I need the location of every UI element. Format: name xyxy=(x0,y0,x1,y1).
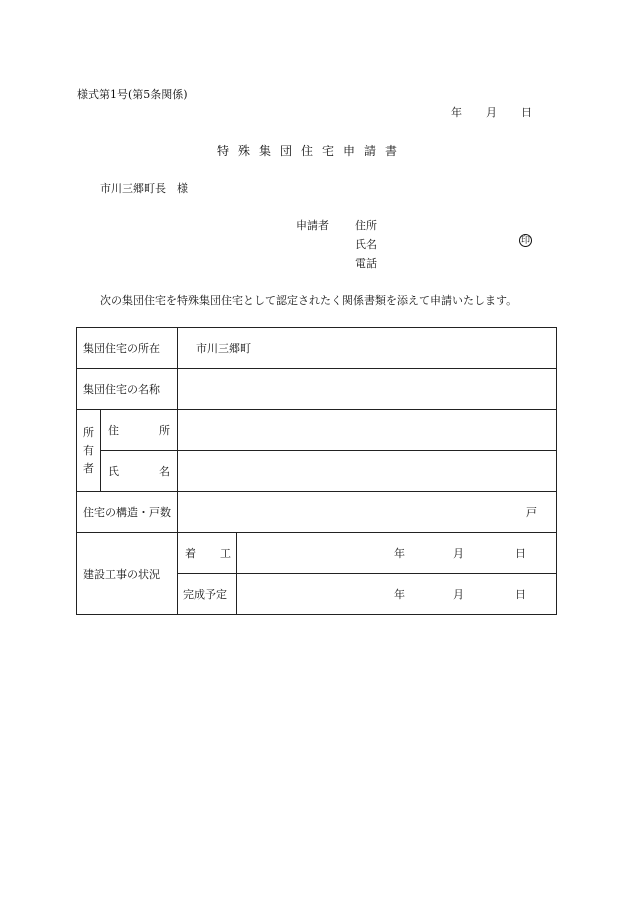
year-label: 年 xyxy=(394,547,405,560)
construction-label: 建設工事の状況 xyxy=(77,533,178,615)
date-day-label: 日 xyxy=(521,106,532,119)
addressee: 市川三郷町長 様 xyxy=(100,182,188,195)
table-row-owner-address xyxy=(77,410,557,451)
application-table xyxy=(76,327,557,615)
table-row-structure xyxy=(77,492,557,533)
owner-address-value[interactable] xyxy=(178,410,557,451)
table-row-owner-name xyxy=(77,451,557,492)
structure-value[interactable] xyxy=(178,492,557,533)
owner-address-label: 住 所 xyxy=(101,410,178,451)
construction-start-date[interactable] xyxy=(237,533,557,574)
form-number: 様式第1号(第5条関係) xyxy=(77,88,188,101)
applicant-address-label: 住所 xyxy=(355,219,377,232)
applicant-name-label: 氏名 xyxy=(355,238,377,251)
applicant-phone-label: 電話 xyxy=(355,257,377,270)
month-label: 月 xyxy=(453,547,464,560)
owner-label xyxy=(77,410,101,492)
owner-label-char: 所 xyxy=(83,425,94,439)
completion-date[interactable] xyxy=(237,574,557,615)
owner-name-value[interactable] xyxy=(178,451,557,492)
document-title: 特殊集団住宅申請書 xyxy=(217,144,407,158)
location-label: 集団住宅の所在 xyxy=(77,328,178,369)
table-row-construction-start xyxy=(77,533,557,574)
construction-start-label: 着 工 xyxy=(178,533,237,574)
owner-name-label: 氏 名 xyxy=(101,451,178,492)
structure-label: 住宅の構造・戸数 xyxy=(77,492,178,533)
table-row-location xyxy=(77,328,557,369)
date-month-label: 月 xyxy=(486,106,497,119)
year-label: 年 xyxy=(394,588,405,601)
completion-label: 完成予定 xyxy=(178,574,237,615)
day-label: 日 xyxy=(515,588,526,601)
owner-label-char: 者 xyxy=(83,461,94,475)
owner-label-char: 有 xyxy=(83,443,94,457)
date-year-label: 年 xyxy=(451,106,462,119)
application-statement: 次の集団住宅を特殊集団住宅として認定されたく関係書類を添えて申請いたします。 xyxy=(100,294,518,307)
seal-mark-icon: 印 xyxy=(520,236,530,246)
housing-name-value[interactable] xyxy=(178,369,557,410)
month-label: 月 xyxy=(453,588,464,601)
unit-label: 戸 xyxy=(526,506,537,519)
housing-name-label: 集団住宅の名称 xyxy=(77,369,178,410)
applicant-label: 申請者 xyxy=(296,219,329,232)
location-value[interactable]: 市川三郷町 xyxy=(178,328,557,369)
day-label: 日 xyxy=(515,547,526,560)
table-row-housing-name xyxy=(77,369,557,410)
